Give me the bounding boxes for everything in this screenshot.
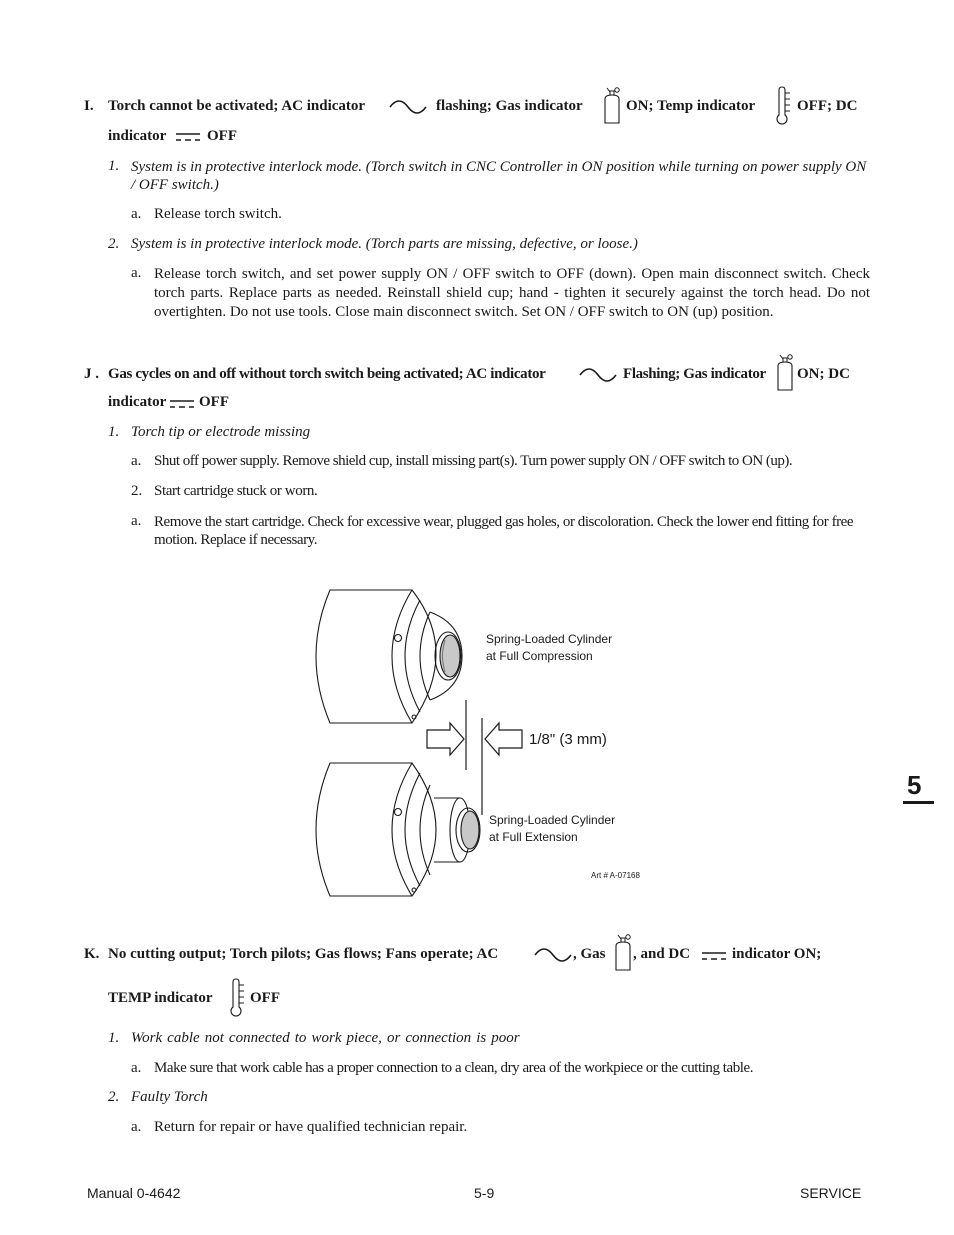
- dimension-label: 1/8" (3 mm): [529, 731, 607, 748]
- heading-text: No cutting output; Torch pilots; Gas flows; Fans operate; AC: [108, 946, 499, 962]
- heading-text: , and DC: [633, 946, 691, 962]
- dc-symbol-icon: [175, 130, 201, 144]
- thermometer-icon: [228, 978, 248, 1018]
- item-text: Remove the start cartridge. Check for excessive wear, plugged gas holes, or discoloration. Check the lower end fitting for free motion. Replace if necessary.: [154, 514, 854, 548]
- item-number: a.: [131, 453, 142, 469]
- heading-text: OFF: [199, 394, 229, 410]
- gas-cylinder-icon: [612, 934, 634, 972]
- section-letter: J .: [84, 366, 99, 382]
- item-text: Torch tip or electrode missing: [131, 424, 311, 440]
- item-text: Release torch switch, and set power supply ON / OFF switch to OFF (down). Open main disconnect switch. Check torch parts. Replace parts as needed. Reinstall shield cup; hand - tighten it securely against the torch head. Do not overtighten. Do not use tools. Close main disconnect switch. Set ON / OFF switch to ON (up) position.: [154, 266, 870, 320]
- item-text: Work cable not connected to work piece, or connection is poor: [131, 1030, 520, 1046]
- item-number: a.: [131, 265, 142, 281]
- heading-text: indicator: [108, 394, 167, 410]
- item-number: 1.: [108, 1030, 120, 1046]
- heading-text: OFF: [250, 990, 280, 1006]
- item-text: Start cartridge stuck or worn.: [154, 483, 318, 499]
- chapter-tab-rule: [903, 801, 934, 804]
- footer-section-name: SERVICE: [800, 1185, 862, 1201]
- heading-text: Gas cycles on and off without torch switch being activated; AC indicator: [108, 366, 546, 382]
- heading-text: TEMP indicator: [108, 990, 213, 1006]
- section-letter: I.: [84, 98, 94, 114]
- heading-text: indicator ON;: [732, 946, 822, 962]
- heading-text: OFF; DC: [797, 98, 858, 114]
- heading-text: OFF: [207, 128, 237, 144]
- ac-wave-icon: [388, 100, 428, 116]
- item-text: System is in protective interlock mode. (Torch switch in CNC Controller in ON position while turning on power supply ON / OFF switch.): [131, 159, 867, 193]
- item-number: a.: [131, 513, 142, 529]
- gas-cylinder-icon: [601, 87, 623, 125]
- section-letter: K.: [84, 946, 100, 962]
- ac-wave-icon: [533, 948, 573, 964]
- item-text: Shut off power supply. Remove shield cup, install missing part(s). Turn power supply ON / OFF switch to ON (up).: [154, 453, 793, 469]
- heading-text: ON; Temp indicator: [626, 98, 756, 114]
- footer-manual-number: Manual 0-4642: [87, 1185, 181, 1201]
- callout-line: Spring-Loaded Cylinder: [486, 632, 613, 646]
- item-text: System is in protective interlock mode. (Torch parts are missing, defective, or loose.): [131, 236, 638, 252]
- item-number: 2.: [108, 1089, 120, 1105]
- item-number: a.: [131, 1119, 142, 1135]
- footer-page-number: 5-9: [474, 1185, 495, 1201]
- art-number: Art # A-07168: [591, 871, 640, 880]
- thermometer-icon: [774, 86, 794, 126]
- heading-text: Flashing; Gas indicator: [623, 366, 766, 382]
- callout-line: Spring-Loaded Cylinder: [489, 813, 616, 827]
- item-number: a.: [131, 1060, 142, 1076]
- dc-symbol-icon: [701, 949, 727, 963]
- callout-label-bottom: [489, 812, 615, 846]
- ac-wave-icon: [578, 368, 618, 384]
- item-text: Make sure that work cable has a proper connection to a clean, dry area of the workpiece or the cutting table.: [154, 1060, 754, 1076]
- heading-text: , Gas: [573, 946, 606, 962]
- item-text: Faulty Torch: [131, 1089, 208, 1105]
- item-number: a.: [131, 206, 142, 222]
- cylinder-extended: [316, 763, 480, 896]
- callout-line: at Full Extension: [489, 830, 578, 844]
- heading-text: flashing; Gas indicator: [436, 98, 583, 114]
- heading-text: Torch cannot be activated; AC indicator: [108, 98, 366, 114]
- item-text: Return for repair or have qualified technician repair.: [154, 1119, 468, 1135]
- callout-line: at Full Compression: [486, 649, 593, 663]
- heading-text: indicator: [108, 128, 167, 144]
- callout-label-top: [486, 631, 612, 665]
- item-number: 2.: [131, 483, 143, 499]
- item-text: Release torch switch.: [154, 206, 282, 222]
- heading-text: ON; DC: [797, 366, 850, 382]
- item-number: 1.: [108, 158, 120, 174]
- gas-cylinder-icon: [774, 354, 796, 392]
- item-number: 2.: [108, 236, 120, 252]
- cylinder-compressed: [316, 590, 462, 723]
- dc-symbol-icon: [169, 397, 195, 411]
- item-number: 1.: [108, 424, 120, 440]
- chapter-tab-number: 5: [907, 770, 922, 800]
